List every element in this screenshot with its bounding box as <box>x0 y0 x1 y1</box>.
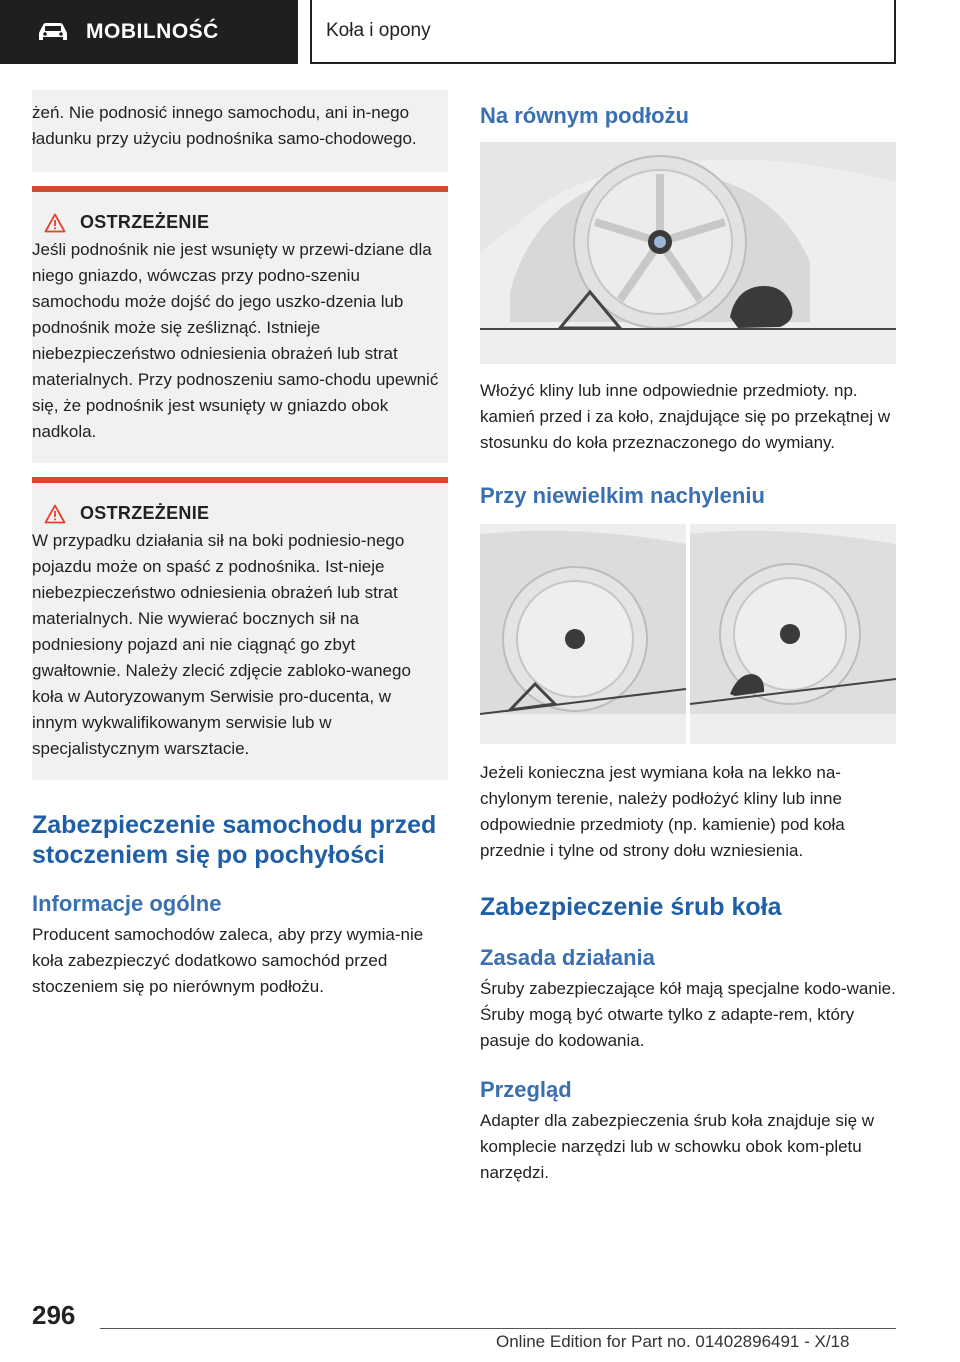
warning-title: OSTRZEŻENIE <box>80 503 210 523</box>
slope-caption: Jeżeli konieczna jest wymiana koła na lekko na-chylonym terenie, należy podłożyć kliny lub inne odpowiednie przedmioty (np. kamienie) pod koła przednie i tylne od strony dołu wzniesienia. <box>480 763 845 860</box>
section-heading: Zabezpieczenie śrub koła <box>480 893 782 921</box>
warning-box-1 <box>32 186 448 463</box>
section-title: MOBILNOŚĆ <box>86 20 219 43</box>
right-column <box>480 90 896 1186</box>
car-icon <box>36 21 70 43</box>
warning-text: Jeśli podnośnik nie jest wsunięty w przewi-dziane dla niego gniazdo, wówczas przy podno-szeniu samochodu może dojść do jego uszko-dzenia lub podnośnik może się ześliznąć. Istnieje niebezpieczeństwo odniesienia obrażeń lub strat materialnych. Przy podnoszeniu samo-chodu upewnić się, że podnośnik jest wsunięty w gniazdo obok nadkola. <box>32 240 439 441</box>
flat-ground-figure <box>480 142 896 364</box>
footer-edition: Online Edition for Part no. 01402896491 - X/18 <box>496 1332 850 1351</box>
warning-triangle-icon <box>44 213 66 233</box>
body-text: Adapter dla zabezpieczenia śrub koła znajduje się w komplecie narzędzi lub w schowku obok kom-pletu narzędzi. <box>480 1111 875 1182</box>
section-tab <box>0 0 298 64</box>
slope-wheels-illustration <box>480 524 896 744</box>
left-column <box>32 90 448 1000</box>
body-text: Śruby zabezpieczające kół mają specjalne kodo-wanie. Śruby mogą być otwarte tylko z adapte-rem, który pasuje do kodowania. <box>480 979 896 1050</box>
slope-heading: Przy niewielkim nachyleniu <box>480 483 765 508</box>
warning-continuation <box>32 90 448 172</box>
warning-box-2 <box>32 477 448 780</box>
page-number: 296 <box>32 1300 76 1330</box>
subsection-heading: Przegląd <box>480 1077 572 1102</box>
flat-ground-heading: Na równym podłożu <box>480 103 689 128</box>
chapter-title: Koła i opony <box>326 20 431 41</box>
warning-title-row <box>32 212 440 233</box>
footer-rule <box>100 1328 896 1329</box>
section-heading: Zabezpieczenie samochodu przed stoczeniem się po pochyłości <box>32 811 437 869</box>
flat-ground-caption: Włożyć kliny lub inne odpowiednie przedmioty. np. kamień przed i za koło, znajdujące się po przekątnej w stosunku do koła przeznaczonego do wymiany. <box>480 381 891 452</box>
slope-figure <box>480 524 896 744</box>
wheel-chock-illustration <box>480 142 896 364</box>
subsection-heading: Informacje ogólne <box>32 891 222 916</box>
warning-triangle-icon <box>44 504 66 524</box>
intro-text: żeń. Nie podnosić innego samochodu, ani in-nego ładunku przy użyciu podnośnika samo-chodowego. <box>32 103 417 148</box>
chapter-header <box>310 0 896 64</box>
subsection-heading: Zasada działania <box>480 945 655 970</box>
body-text: Producent samochodów zaleca, aby przy wymia-nie koła zabezpieczyć dodatkowo samochód przed stoczeniem się po nierównym podłożu. <box>32 925 424 996</box>
warning-title-row <box>32 503 440 524</box>
warning-text: W przypadku działania sił na boki podniesio-nego pojazdu może on spaść z podnośnika. Ist-nieje niebezpieczeństwo odniesienia obrażeń lub strat materialnych. Nie wywierać bocznych sił na podniesiony pojazd ani nie ciągnąć go zbyt gwałtownie. Należy zlecić zdjęcie zabloko-wanego koła w Autoryzowanym Serwisie pro-ducenta, w innym wykwalifikowanym serwisie lub w specjalistycznym warsztacie. <box>32 531 411 758</box>
warning-title: OSTRZEŻENIE <box>80 212 210 232</box>
